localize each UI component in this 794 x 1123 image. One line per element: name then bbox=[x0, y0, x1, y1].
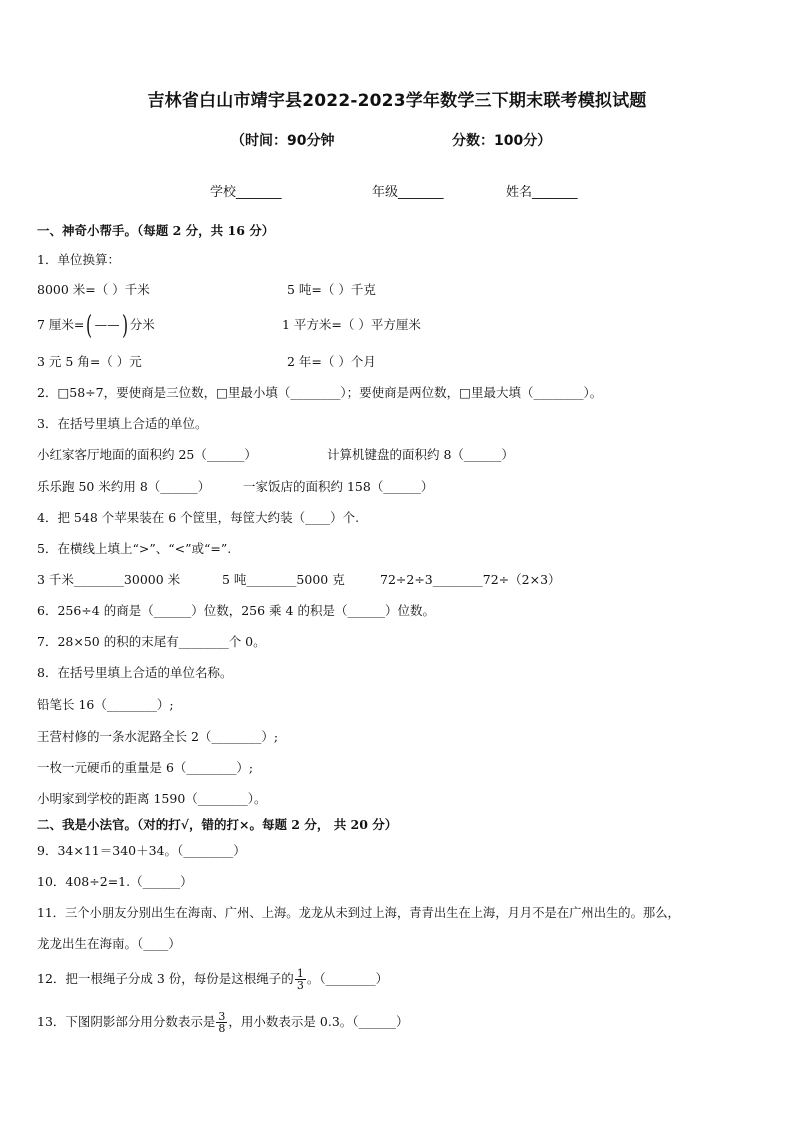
question-1-row3-b: 2 年=（ ）个月 bbox=[287, 354, 376, 369]
question-8-d: 小明家到学校的距离 1590（________）。 bbox=[37, 791, 267, 806]
right-paren: ) bbox=[121, 310, 128, 341]
question-13-prefix: 13．下图阴影部分用分数表示是 bbox=[37, 1014, 216, 1029]
question-9: 9．34×11＝340＋34。（________） bbox=[37, 843, 246, 858]
section-heading-1: 一、神奇小帮手。（每题 2 分，共 16 分） bbox=[37, 223, 275, 238]
question-12-prefix: 12．把一根绳子分成 3 份，每份是这根绳子的 bbox=[37, 971, 294, 986]
question-1-row1-a: 8000 米=（ ）千米 bbox=[37, 282, 150, 297]
question-11-line-1: 11．三个小朋友分别出生在海南、广州、上海。龙龙从未到过上海，青青出生在上海，月月不是在广州出生的。那么， bbox=[37, 906, 680, 920]
fraction-three-eighths bbox=[216, 1011, 227, 1034]
question-1-row2-b: 1 平方米=（ ）平方厘米 bbox=[282, 317, 421, 332]
question-6: 6．256÷4 的商是（______）位数，256 乘 4 的积是（______）位数。 bbox=[37, 603, 435, 618]
exam-score: 分数：100分） bbox=[452, 133, 552, 149]
question-1-row2-a-prefix: 7 厘米= bbox=[37, 317, 85, 332]
question-7: 7．28×50 的积的末尾有________个 0。 bbox=[37, 634, 266, 649]
question-5-compare-1: 3 千米________30000 米 bbox=[37, 572, 181, 587]
question-3-row2-a: 乐乐跑 50 米约用 8（______） bbox=[37, 479, 211, 494]
fraction-denominator: 8 bbox=[218, 1022, 226, 1035]
question-1-row3-a: 3 元 5 角=（ ）元 bbox=[37, 354, 142, 369]
question-13-suffix: ，用小数表示是 0.3。（______） bbox=[228, 1014, 409, 1029]
question-13 bbox=[37, 1007, 409, 1037]
question-11-line-2: 龙龙出生在海南。（____） bbox=[37, 936, 181, 951]
question-1-row1-b: 5 吨=（ ）千克 bbox=[287, 282, 376, 297]
page-title: 吉林省白山市靖宇县2022-2023学年数学三下期末联考模拟试题 bbox=[147, 91, 647, 111]
exam-time: （时间：90分钟 bbox=[231, 133, 335, 149]
question-1-stem: 1．单位换算： bbox=[37, 252, 120, 267]
left-paren: ( bbox=[86, 310, 93, 341]
question-2: 2．□58÷7，要使商是三位数，□里最小填（________）；要使商是两位数，□里最大填（________）。 bbox=[37, 385, 603, 400]
fraction-numerator: 1 bbox=[296, 967, 304, 980]
school-field[interactable]: 学校_______ bbox=[210, 185, 282, 200]
question-3-row2-b: 一家饭店的面积约 158（______） bbox=[243, 479, 434, 494]
section-heading-2: 二、我是小法官。（对的打√，错的打×。每题 2 分， 共 20 分） bbox=[37, 817, 398, 832]
question-5-compare-2: 5 吨________5000 克 bbox=[222, 572, 345, 587]
question-12-suffix: 。（________） bbox=[306, 971, 389, 986]
question-8-c: 一枚一元硬币的重量是 6（________）; bbox=[37, 760, 254, 775]
name-field[interactable]: 姓名_______ bbox=[506, 185, 578, 200]
question-8-a: 铅笔长 16（________）; bbox=[37, 697, 174, 712]
question-12 bbox=[37, 964, 388, 994]
fraction-denominator: 3 bbox=[296, 979, 304, 992]
question-8-b: 王营村修的一条水泥路全长 2（________）; bbox=[37, 729, 279, 744]
fraction-numerator: 3 bbox=[218, 1010, 226, 1023]
question-4: 4．把 548 个苹果装在 6 个筐里，每筐大约装（____）个. bbox=[37, 510, 360, 525]
question-10: 10．408÷2=1.（______） bbox=[37, 874, 193, 889]
question-3-row1-b: 计算机键盘的面积约 8（______） bbox=[327, 447, 514, 462]
fraction-one-third bbox=[295, 968, 306, 991]
blank-dash: —— bbox=[94, 317, 120, 332]
question-5-stem: 5．在横线上填上“>”、“<”或“=”. bbox=[37, 541, 232, 556]
question-1-row2-a bbox=[37, 310, 155, 341]
question-5-compare-3: 72÷2÷3________72÷（2×3） bbox=[380, 572, 561, 587]
grade-field[interactable]: 年级_______ bbox=[372, 185, 444, 200]
question-8-stem: 8．在括号里填上合适的单位名称。 bbox=[37, 665, 233, 680]
question-3-stem: 3．在括号里填上合适的单位。 bbox=[37, 416, 208, 431]
question-1-row2-a-suffix: 分米 bbox=[129, 317, 155, 332]
question-3-row1-a: 小红家客厅地面的面积约 25（______） bbox=[37, 447, 257, 462]
